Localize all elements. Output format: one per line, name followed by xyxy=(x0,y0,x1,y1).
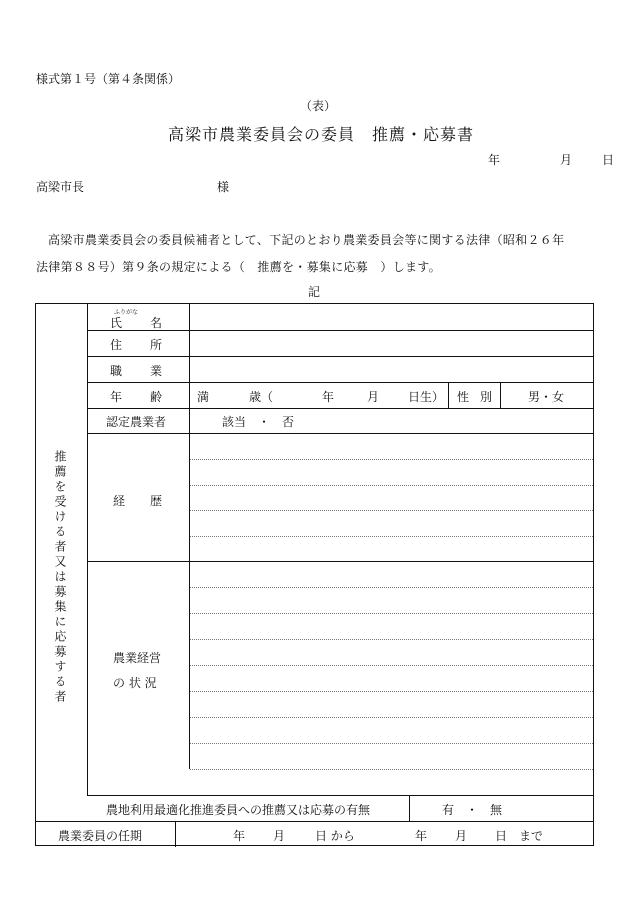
address-label-2: 所 xyxy=(150,338,163,352)
gender-label-divider xyxy=(448,382,449,408)
term-year-2: 年 xyxy=(415,829,428,843)
row-divider-term xyxy=(36,821,593,822)
date-month: 月 xyxy=(560,153,573,167)
honorific: 様 xyxy=(217,180,230,194)
date-day: 日 xyxy=(602,153,615,167)
name-ruby: ふりがな xyxy=(114,309,139,316)
recommend-options[interactable]: 有 ・ 無 xyxy=(442,803,503,817)
certified-label: 認定農業者 xyxy=(106,415,167,429)
term-month-2: 月 xyxy=(455,829,468,843)
farm-label-2: の 状 況 xyxy=(113,676,157,690)
gender-options[interactable]: 男・女 xyxy=(528,390,565,404)
row-divider-age xyxy=(87,408,593,409)
body-text-line-1: 高梁市農業委員会の委員候補者として、下記のとおり農業委員会等に関する法律（昭和２６年 xyxy=(48,233,565,247)
career-label-1: 経 xyxy=(113,494,126,508)
certified-options[interactable]: 該当 ・ 否 xyxy=(222,415,295,429)
application-form-table xyxy=(35,303,594,846)
name-field[interactable] xyxy=(191,305,591,329)
job-label-1: 職 xyxy=(110,364,123,378)
front-mark: （表） xyxy=(300,99,337,113)
row-divider-farm xyxy=(87,795,593,796)
age-full: 満 xyxy=(197,390,210,404)
term-label: 農業委員の任期 xyxy=(58,829,143,843)
address-label-1: 住 xyxy=(110,338,123,352)
age-month: 月 xyxy=(367,390,380,404)
job-field[interactable] xyxy=(191,357,591,381)
name-label-1: 氏 xyxy=(110,316,123,330)
recommend-label: 農地利用最適化推進委員への推薦又は応募の有無 xyxy=(106,803,371,817)
gender-label-2: 別 xyxy=(480,390,493,404)
body-text-line-2: 法律第８８号）第９条の規定による（ 推薦を・募集に応募 ）します。 xyxy=(36,260,441,274)
farm-label-1: 農業経営 xyxy=(113,651,162,665)
recommend-divider xyxy=(409,795,410,821)
row-divider-career xyxy=(87,561,593,562)
form-number: 様式第１号（第４条関係） xyxy=(36,72,181,86)
age-year: 年 xyxy=(322,390,335,404)
date-year: 年 xyxy=(488,153,501,167)
age-label-1: 年 xyxy=(110,390,123,404)
age-sai: 歳（ xyxy=(249,390,274,404)
date-line xyxy=(488,151,614,168)
term-day-1: 日 から xyxy=(315,829,355,843)
gender-label-1: 性 xyxy=(457,390,470,404)
career-label-2: 歴 xyxy=(150,494,163,508)
row-divider-certified xyxy=(87,433,593,434)
side-column-divider xyxy=(87,304,88,796)
ki-mark: 記 xyxy=(308,285,321,299)
term-day-2: 日 まで xyxy=(495,829,544,843)
farm-field[interactable] xyxy=(191,563,591,793)
row-divider-job xyxy=(87,382,593,383)
age-label-2: 齢 xyxy=(150,390,163,404)
gender-value-divider xyxy=(500,382,501,408)
job-label-2: 業 xyxy=(150,364,163,378)
career-field[interactable] xyxy=(191,435,591,559)
term-month-1: 月 xyxy=(273,829,286,843)
age-birth: 日生） xyxy=(408,390,445,404)
term-divider xyxy=(175,821,176,847)
applicant-side-label: 推薦を受ける者又は募集に応募する者 xyxy=(53,450,67,705)
term-year-1: 年 xyxy=(233,829,246,843)
document-title: 高梁市農業委員会の委員 推薦・応募書 xyxy=(168,125,475,144)
address-field[interactable] xyxy=(191,331,591,355)
name-label-2: 名 xyxy=(150,316,163,330)
addressee: 高梁市長 xyxy=(36,180,85,194)
